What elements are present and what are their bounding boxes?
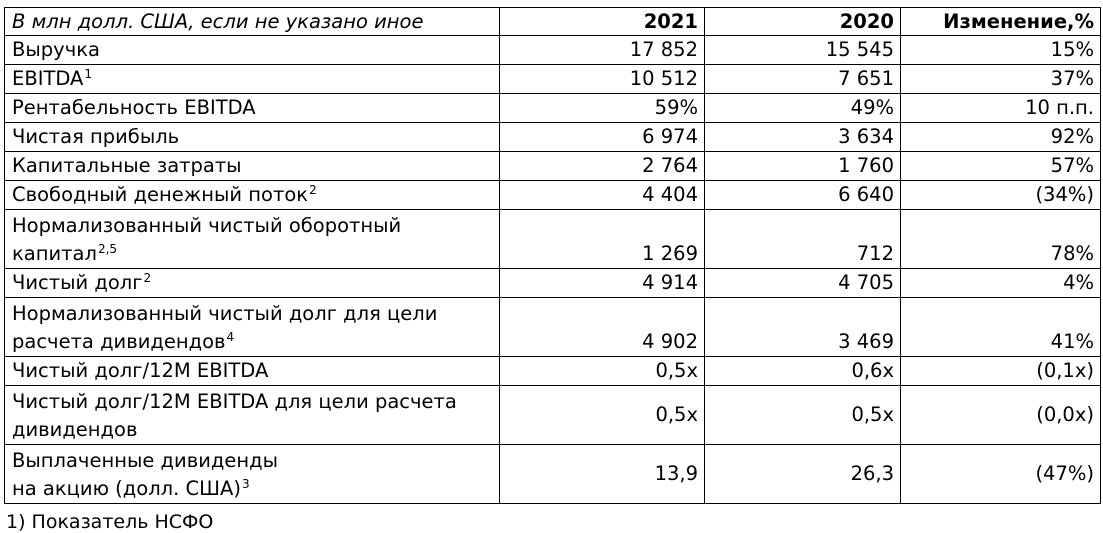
column-header-2021: 2021 <box>500 8 705 36</box>
value-2020: 0,5x <box>705 386 901 445</box>
value-2020: 15 545 <box>705 36 901 65</box>
value-2021: 0,5x <box>500 357 705 386</box>
table-row <box>5 152 1101 181</box>
value-2021: 6 974 <box>500 123 705 152</box>
table-row <box>5 94 1101 123</box>
value-2020: 49% <box>705 94 901 123</box>
row-label: Свободный денежный поток$^2$ <box>5 181 500 210</box>
value-2020: 1 760 <box>705 152 901 181</box>
table-row <box>5 36 1101 65</box>
value-2021: 1 269 <box>500 210 705 269</box>
row-label: Рентабельность EBITDA <box>5 94 500 123</box>
footnote-marker: 2 <box>143 271 152 285</box>
table-row <box>5 65 1101 94</box>
value-2021: 4 914 <box>500 269 705 298</box>
row-label: Капитальные затраты <box>5 152 500 181</box>
value-change: 57% <box>901 152 1101 181</box>
value-2020: 6 640 <box>705 181 901 210</box>
value-change: (0,1x) <box>901 357 1101 386</box>
value-2020: 712 <box>705 210 901 269</box>
table-row <box>5 181 1101 210</box>
value-2021: 2 764 <box>500 152 705 181</box>
value-2020: 4 705 <box>705 269 901 298</box>
row-label: Чистый долг/12M EBITDA <box>5 357 500 386</box>
table-row <box>5 210 1101 269</box>
footnote-marker: 1 <box>84 67 93 81</box>
value-2021: 10 512 <box>500 65 705 94</box>
table-row <box>5 357 1101 386</box>
value-change: 15% <box>901 36 1101 65</box>
value-change: 92% <box>901 123 1101 152</box>
value-2021: 59% <box>500 94 705 123</box>
table-row <box>5 123 1101 152</box>
row-label: Чистая прибыль <box>5 123 500 152</box>
value-2020: 26,3 <box>705 445 901 504</box>
value-change: 4% <box>901 269 1101 298</box>
value-change: 10 п.п. <box>901 94 1101 123</box>
row-label: Выручка <box>5 36 500 65</box>
footnote-marker: 2,5 <box>97 242 118 256</box>
value-change: 78% <box>901 210 1101 269</box>
row-label: Нормализованный чистый долг для цели расчета дивидендов$^4$ <box>5 298 500 357</box>
footnote-text: 1) Показатель НСФО <box>6 511 214 533</box>
value-change: (0,0x) <box>901 386 1101 445</box>
value-2021: 13,9 <box>500 445 705 504</box>
footnote-marker: 2 <box>309 183 317 197</box>
value-change: (47%) <box>901 445 1101 504</box>
column-header-change: Изменение,% <box>901 8 1101 36</box>
row-label: Чистый долг/12M EBITDA для цели расчета дивидендов <box>5 386 500 445</box>
column-header-2020: 2020 <box>705 8 901 36</box>
table-row <box>5 386 1101 445</box>
value-change: (34%) <box>901 181 1101 210</box>
value-2021: 4 902 <box>500 298 705 357</box>
header-row <box>5 8 1101 36</box>
row-label: Выплаченные дивиденды на акцию (долл. США)$^3$ <box>5 445 500 504</box>
value-2020: 3 634 <box>705 123 901 152</box>
table-row <box>5 445 1101 504</box>
footnote-marker: 3 <box>241 477 250 491</box>
row-label: EBITDA$^1$ <box>5 65 500 94</box>
value-2021: 4 404 <box>500 181 705 210</box>
value-change: 37% <box>901 65 1101 94</box>
value-2020: 0,6x <box>705 357 901 386</box>
row-label: Нормализованный чистый оборотный капитал$^{2,5}$ <box>5 210 500 269</box>
table-row <box>5 269 1101 298</box>
value-2021: 17 852 <box>500 36 705 65</box>
footnote-marker: 4 <box>226 330 235 344</box>
financial-results-table <box>4 7 1101 504</box>
value-2020: 3 469 <box>705 298 901 357</box>
units-caption: В млн долл. США, если не указано иное <box>5 8 500 36</box>
row-label: Чистый долг$^2$ <box>5 269 500 298</box>
table-row <box>5 298 1101 357</box>
value-change: 41% <box>901 298 1101 357</box>
value-2020: 7 651 <box>705 65 901 94</box>
value-2021: 0,5x <box>500 386 705 445</box>
